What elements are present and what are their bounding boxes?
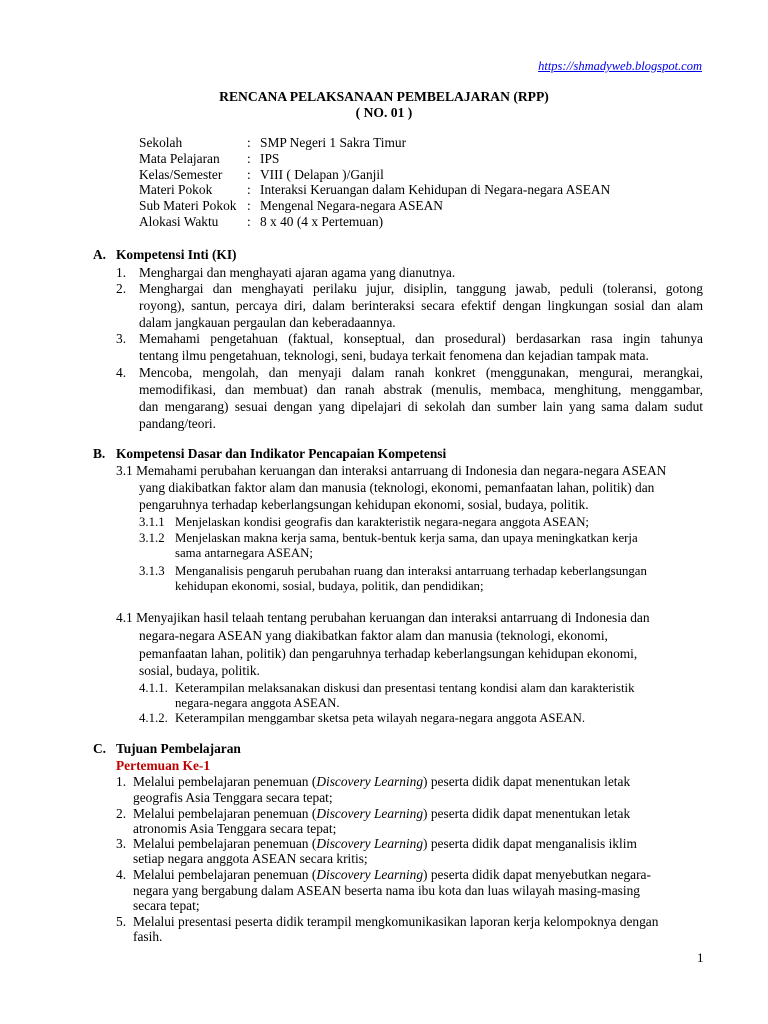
ki-text-line: Mencoba, mengolah, dan menyaji dalam ranah konkret (menggunakan, mengurai, merangkai,: [139, 365, 703, 380]
indicator-text-line: Keterampilan melaksanakan diskusi dan presentasi tentang kondisi alam dan karakteristik: [175, 681, 635, 695]
indicator-number: 3.1.1: [139, 515, 165, 529]
goal-text-line: atronomis Asia Tenggara secara tepat;: [133, 821, 337, 836]
indicator-text-line: sama antarnegara ASEAN;: [175, 546, 313, 560]
ki-text-line: royong), santun, percaya diri, dalam berinteraksi secara efektif dengan lingkungan sosial dan alam: [139, 298, 703, 313]
identity-key: Sub Materi Pokok: [139, 198, 237, 214]
identity-table: [139, 135, 610, 230]
goal-number: 5.: [116, 914, 127, 929]
ki-text-line: tentang ilmu pengetahuan, teknologi, seni, budaya terkait fenomena dan kejadian tampak mata.: [139, 348, 649, 363]
method-name: Discovery Learning: [316, 774, 424, 789]
kd-text-line: yang diakibatkan faktor alam dan manusia (teknologi, ekonomi, pemanfaatan lahan, politik) dan: [139, 480, 655, 495]
goal-text-line: setiap negara anggota ASEAN secara kritis;: [133, 851, 368, 866]
identity-value: IPS: [260, 150, 280, 166]
indicator-number: 3.1.3: [139, 564, 165, 578]
identity-row: [139, 167, 610, 183]
kd-text-line: sosial, budaya, politik.: [139, 663, 260, 678]
goal-lead: Melalui pembelajaran penemuan (: [133, 867, 317, 882]
ki-text-line: Memahami pengetahuan (faktual, konseptual, dan prosedural) berdasarkan rasa ingin tahunya: [139, 331, 703, 346]
goal-number: 2.: [116, 806, 127, 821]
document-title: RENCANA PELAKSANAAN PEMBELAJARAN (RPP): [219, 89, 549, 104]
section-title: Tujuan Pembelajaran: [116, 741, 241, 756]
goal-text-line: fasih.: [133, 929, 163, 944]
identity-row: [139, 198, 610, 214]
identity-row: [139, 182, 610, 198]
identity-colon: :: [247, 182, 251, 198]
identity-colon: :: [247, 198, 251, 214]
ki-text-line: Menghargai dan menghayati ajaran agama yang dianutnya.: [139, 265, 456, 280]
identity-key: Kelas/Semester: [139, 166, 223, 182]
section-c-heading: [93, 741, 241, 757]
method-name: Discovery Learning: [316, 836, 424, 851]
identity-value: Interaksi Keruangan dalam Kehidupan di Negara-negara ASEAN: [260, 182, 611, 198]
section-letter: C.: [93, 741, 107, 756]
identity-key: Sekolah: [139, 135, 183, 150]
goal-tail: ) peserta didik dapat menentukan letak: [423, 774, 631, 789]
ki-text-line: pandang/teori.: [139, 416, 216, 431]
ki-number: 3.: [116, 331, 127, 346]
goal-number: 1.: [116, 774, 127, 789]
indicator-text-line: Menganalisis pengaruh perubahan ruang dan interaksi antarruang terhadap keberlangsungan: [175, 564, 647, 578]
ki-text-line: dalam jangkauan pergaulan dan keberadaannya.: [139, 315, 396, 330]
identity-value: 8 x 40 (4 x Pertemuan): [260, 213, 384, 229]
indicator-text-line: negara-negara anggota ASEAN.: [175, 696, 340, 710]
method-name: Discovery Learning: [316, 806, 424, 821]
section-title: Kompetensi Inti (KI): [116, 247, 237, 262]
indicator-number: 4.1.1.: [139, 681, 168, 695]
kd-text-line: 3.1 Memahami perubahan keruangan dan interaksi antarruang di Indonesia dan negara-negara ASEAN: [116, 463, 667, 478]
identity-key: Alokasi Waktu: [139, 213, 219, 229]
ki-text-line: memodifikasi, dan membuat) dan ranah abstrak (menulis, membaca, menghitung, menggambar,: [139, 382, 703, 397]
goal-text-line: [133, 867, 651, 882]
ki-number: 4.: [116, 365, 127, 380]
kd-text-line: pemanfaatan lahan, politik) dan pengaruhnya terhadap keberlangsungan kehidupan ekonomi,: [139, 646, 638, 661]
ki-text-line: Menghargai dan menghayati perilaku jujur, disiplin, tanggung jawab, peduli (toleransi, gotong: [139, 281, 703, 296]
ki-number: 2.: [116, 281, 127, 296]
kd-text-line: 4.1 Menyajikan hasil telaah tentang perubahan keruangan dan interaksi antarruang di Indonesia dan: [116, 610, 650, 625]
identity-value: SMP Negeri 1 Sakra Timur: [260, 135, 407, 150]
goal-number: 3.: [116, 836, 127, 851]
document-number: ( NO. 01 ): [355, 105, 413, 120]
identity-value: Mengenal Negara-negara ASEAN: [260, 198, 443, 214]
goal-text-line: [133, 774, 630, 789]
page-number: 1: [697, 950, 704, 965]
identity-row: [139, 151, 610, 167]
indicator-text-line: Menjelaskan kondisi geografis dan karakteristik negara-negara anggota ASEAN;: [175, 515, 589, 529]
goal-text-line: secara tepat;: [133, 898, 200, 913]
identity-value: VIII ( Delapan )/Ganjil: [260, 166, 384, 182]
indicator-text-line: kehidupan ekonomi, sosial, budaya, politik, dan pendidikan;: [175, 579, 484, 593]
goal-tail: ) peserta didik dapat menyebutkan negara-: [423, 867, 651, 882]
section-letter: B.: [93, 446, 106, 461]
section-b-heading: [93, 446, 446, 462]
goal-text-line: negara yang bergabung dalam ASEAN beserta nama ibu kota dan luas wilayah masing-masing: [133, 883, 640, 898]
method-name: Discovery Learning: [316, 867, 424, 882]
goal-tail: ) peserta didik dapat menganalisis iklim: [423, 836, 637, 851]
identity-colon: :: [247, 150, 251, 166]
goal-text-line: Melalui presentasi peserta didik terampil mengkomunikasikan laporan kerja kelompoknya dengan: [133, 914, 659, 929]
identity-key: Materi Pokok: [139, 182, 213, 198]
section-title: Kompetensi Dasar dan Indikator Pencapaian Kompetensi: [116, 446, 447, 461]
ki-text-line: dan mengarang) sesuai dengan yang dipelajari di sekolah dan sumber lain yang sama dalam sudut: [139, 399, 703, 414]
identity-colon: :: [247, 213, 251, 229]
identity-colon: :: [247, 135, 251, 150]
blog-url-link[interactable]: https://shmadyweb.blogspot.com: [538, 59, 702, 73]
kd-text-line: pengaruhnya terhadap keberlangsungan kehidupan ekonomi, sosial, budaya, politik.: [139, 497, 589, 512]
identity-key: Mata Pelajaran: [139, 150, 220, 166]
goal-text-line: [133, 836, 637, 851]
section-letter: A.: [93, 247, 107, 262]
goal-lead: Melalui pembelajaran penemuan (: [133, 806, 317, 821]
indicator-number: 4.1.2.: [139, 711, 168, 725]
identity-colon: :: [247, 166, 251, 182]
indicator-text-line: Menjelaskan makna kerja sama, bentuk-bentuk kerja sama, dan upaya meningkatkan kerja: [175, 531, 638, 545]
goal-lead: Melalui pembelajaran penemuan (: [133, 774, 317, 789]
identity-row: [139, 135, 610, 151]
indicator-number: 3.1.2: [139, 531, 165, 545]
ki-number: 1.: [116, 265, 127, 280]
goal-tail: ) peserta didik dapat menentukan letak: [423, 806, 631, 821]
identity-row: [139, 214, 610, 230]
kd-text-line: negara-negara ASEAN yang diakibatkan faktor alam dan manusia (teknologi, ekonomi,: [139, 628, 608, 643]
goal-text-line: [133, 806, 630, 821]
section-a-heading: [93, 247, 237, 263]
goal-number: 4.: [116, 867, 127, 882]
indicator-text-line: Keterampilan menggambar sketsa peta wilayah negara-negara anggota ASEAN.: [175, 711, 586, 725]
goal-text-line: geografis Asia Tenggara secara tepat;: [133, 790, 333, 805]
meeting-heading: Pertemuan Ke-1: [116, 758, 211, 773]
goal-lead: Melalui pembelajaran penemuan (: [133, 836, 317, 851]
